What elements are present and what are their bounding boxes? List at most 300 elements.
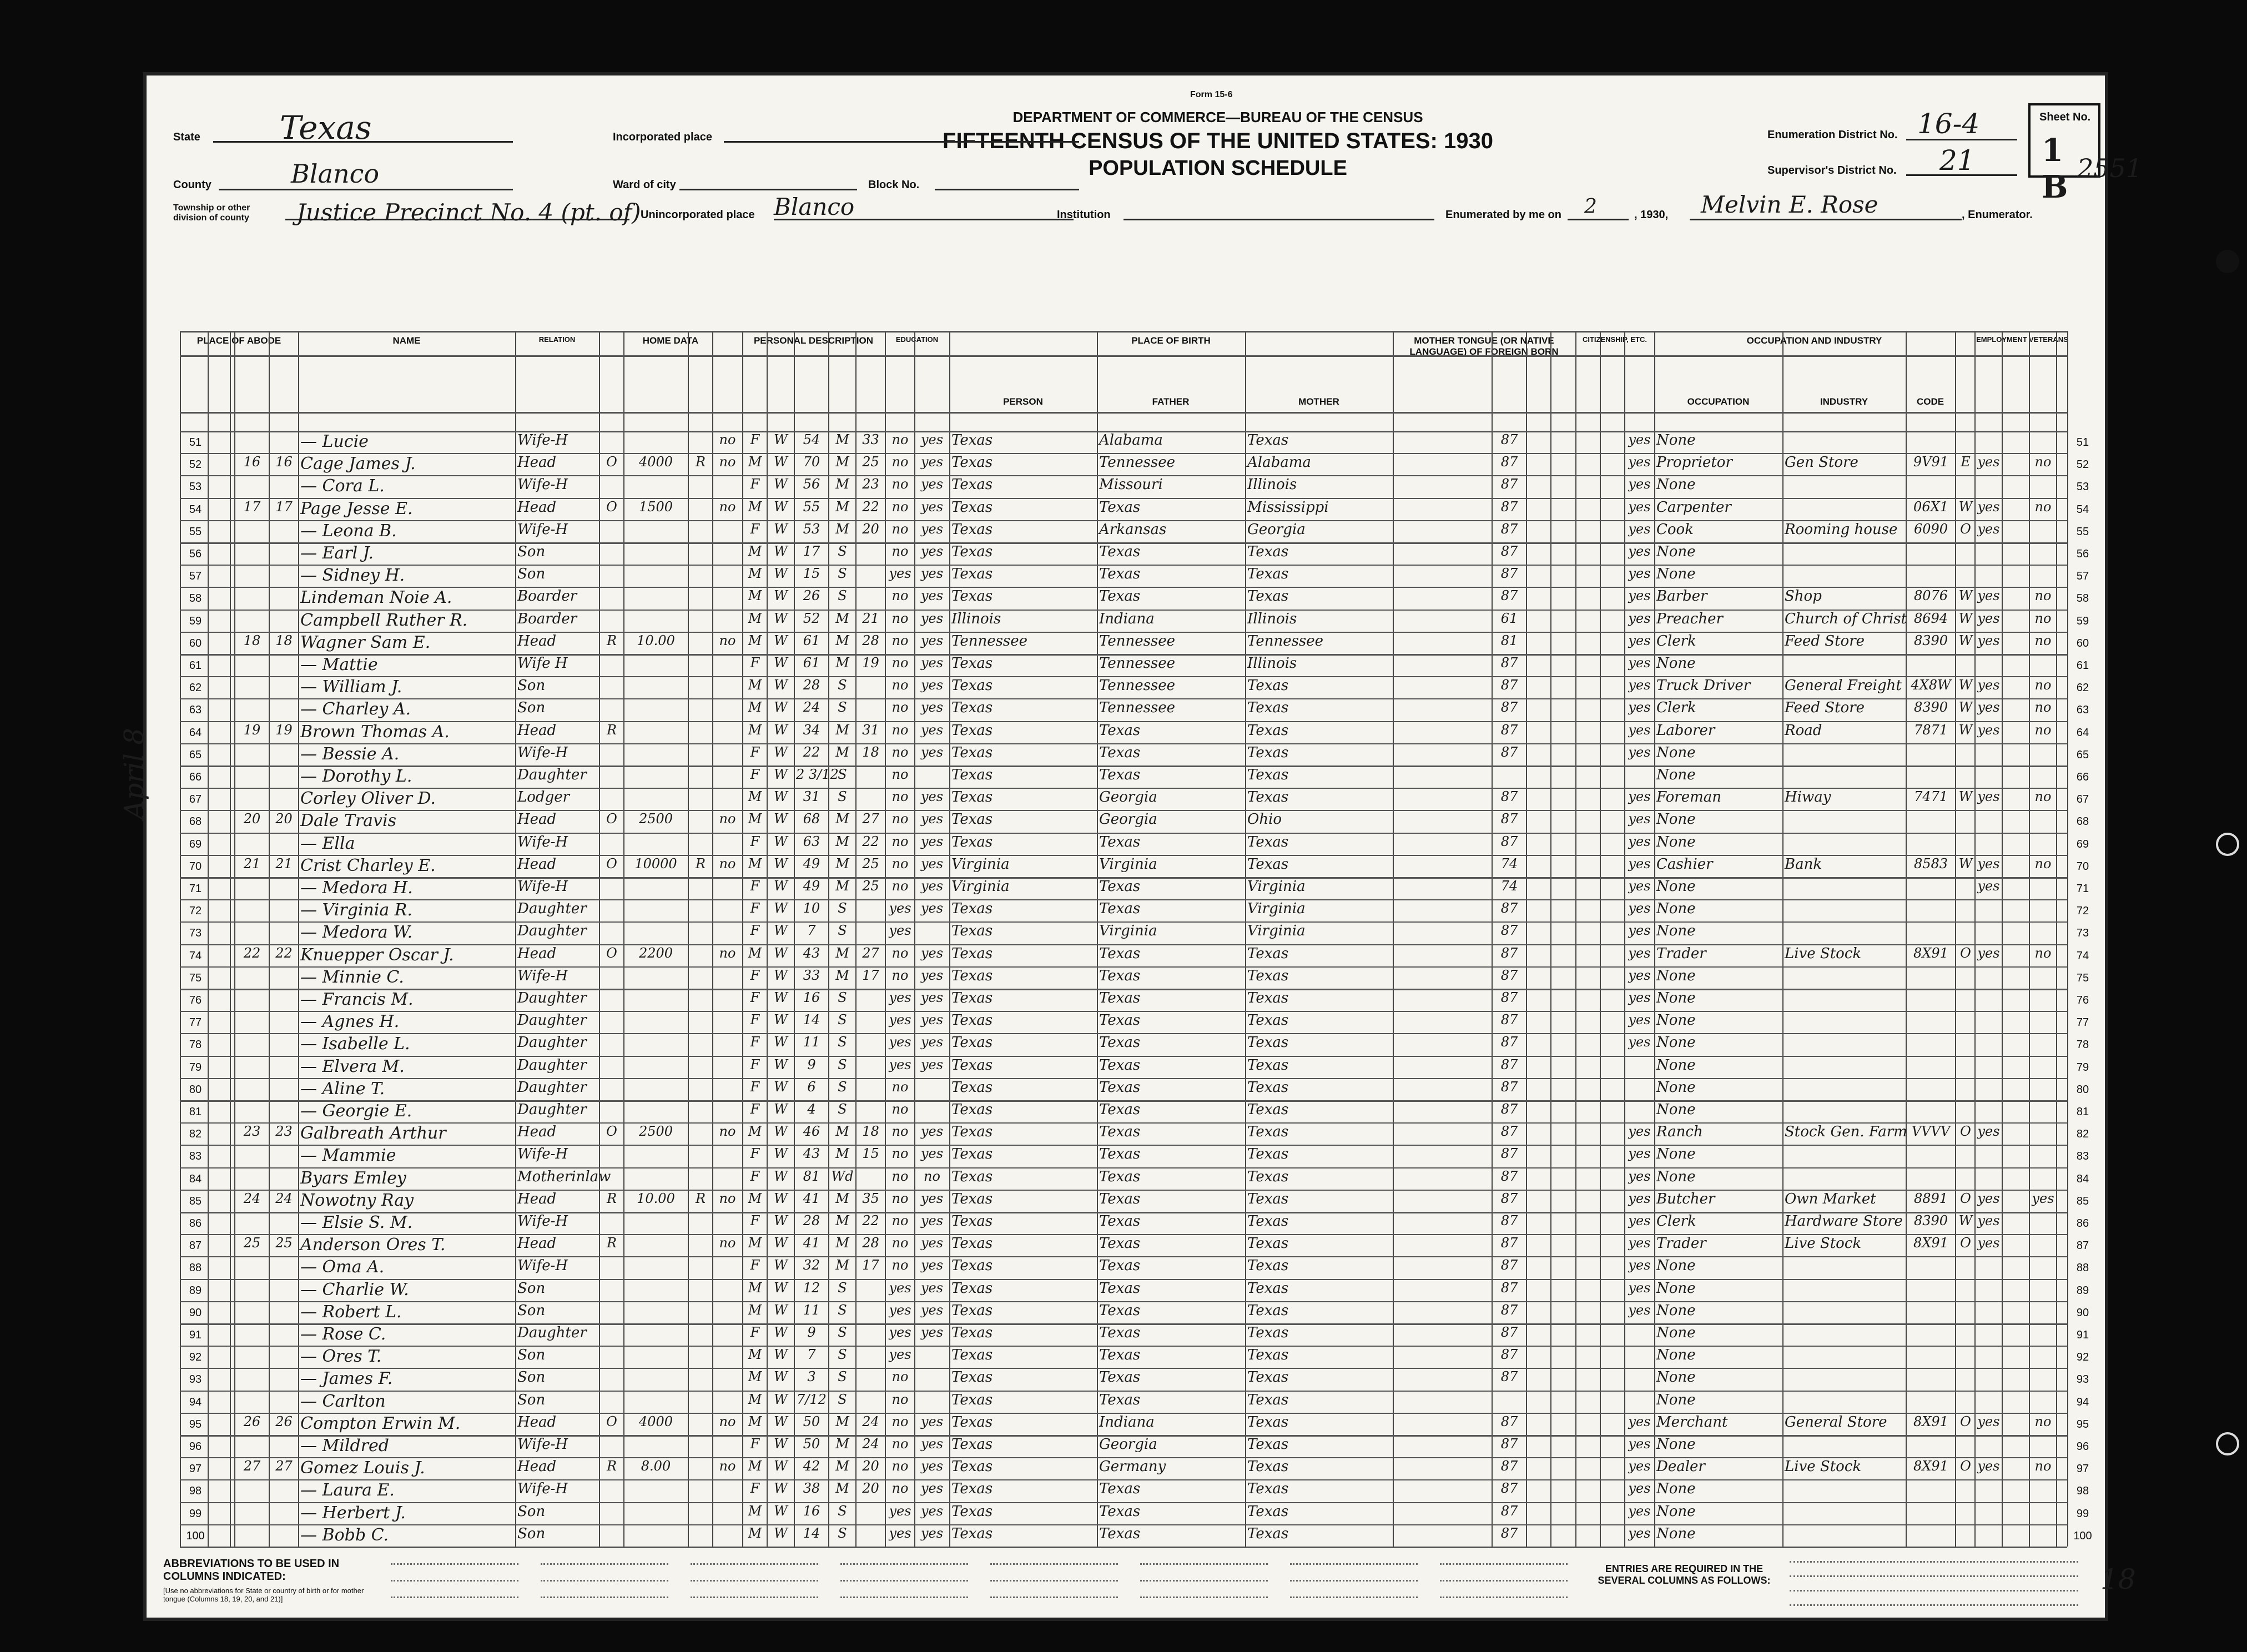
cell-occ: None [1656, 811, 1696, 828]
cell-read: yes [920, 1280, 944, 1296]
cell-ind: Hiway [1785, 789, 1831, 805]
cell-sch: no [891, 1392, 909, 1407]
cell-birth: Texas [951, 1034, 993, 1051]
cell-name: — Charlie W. [300, 1280, 409, 1300]
cell-father: Texas [1099, 1079, 1141, 1096]
cell-occ: None [1656, 1034, 1696, 1051]
cell-read: yes [920, 722, 944, 738]
cell-eng: yes [1628, 677, 1651, 693]
cell-agem: 25 [862, 878, 879, 894]
cell-birth: Texas [951, 945, 993, 962]
cell-own: O [606, 856, 617, 872]
line-number: 64 [189, 727, 202, 739]
cell-sch: no [891, 878, 909, 894]
cell-eng: yes [1628, 945, 1651, 961]
fineprint-line [990, 1563, 1118, 1565]
cell-code: 87 [1500, 699, 1518, 715]
cell-name: — Ella [300, 834, 355, 853]
cell-occ: Clerk [1656, 633, 1696, 649]
cell-wk: yes [1977, 1124, 2000, 1139]
cell-eng: yes [1628, 521, 1651, 537]
cell-sch: no [891, 1213, 909, 1228]
cell-birth: Texas [951, 677, 993, 694]
cell-eng: yes [1628, 1302, 1651, 1318]
cell-mar: M [835, 744, 849, 760]
grid-column-line [1393, 331, 1394, 1547]
cell-age: 50 [803, 1414, 820, 1429]
cell-wk: yes [1977, 699, 2000, 715]
cell-mar: S [838, 1369, 847, 1384]
cell-occ: None [1656, 1257, 1696, 1274]
cell-cls: O [1960, 521, 1971, 537]
cell-race: W [774, 1414, 788, 1429]
archive-stamp: 2551 [2077, 153, 2143, 183]
cell-ocode: 8694 [1913, 611, 1948, 626]
cell-age: 15 [803, 566, 820, 581]
cell-fam: 21 [275, 856, 293, 872]
cell-rel: Wife-H [517, 476, 568, 493]
cell-mother: Tennessee [1247, 633, 1324, 649]
cell-sch: no [891, 1146, 909, 1161]
cell-read: yes [920, 1034, 944, 1050]
cell-own: R [606, 633, 617, 648]
cell-sch: yes [889, 1280, 911, 1296]
cell-father: Germany [1099, 1458, 1166, 1475]
cell-fam: 16 [275, 454, 293, 470]
cell-race: W [774, 454, 788, 470]
cell-race: W [774, 1057, 788, 1072]
fineprint-line [391, 1580, 518, 1582]
cell-code: 87 [1500, 1146, 1518, 1161]
cell-eng: yes [1628, 1169, 1651, 1184]
cell-eng: yes [1628, 1146, 1651, 1161]
cell-race: W [774, 1146, 788, 1161]
cell-race: W [774, 878, 788, 894]
cell-code: 87 [1500, 588, 1518, 603]
cell-sex: F [750, 476, 760, 492]
line-number: 99 [2076, 1508, 2089, 1520]
cell-father: Indiana [1099, 1414, 1155, 1431]
cell-occ: None [1656, 1302, 1696, 1319]
cell-mar: M [835, 611, 849, 626]
line-number: 58 [189, 592, 202, 605]
line-number: 78 [189, 1039, 202, 1051]
cell-rel: Wife-H [517, 1213, 568, 1230]
cell-occ: None [1656, 1436, 1696, 1453]
cell-rel: Head [517, 1124, 557, 1140]
cell-race: W [774, 432, 788, 447]
cell-father: Tennessee [1099, 633, 1176, 649]
cell-sex: F [750, 900, 760, 916]
line-number: 63 [2076, 704, 2089, 716]
cell-val: 2500 [638, 811, 673, 827]
cell-name: — Virginia R. [300, 900, 412, 920]
cell-val: 4000 [638, 1414, 673, 1429]
cell-age: 49 [803, 878, 820, 894]
cell-occ: None [1656, 1012, 1696, 1029]
block-label: Block No. [868, 179, 920, 191]
grid-column-line [688, 331, 689, 1547]
cell-ocode: 8583 [1913, 856, 1948, 872]
cell-rel: Head [517, 454, 557, 471]
grid-column-line [767, 331, 768, 1547]
column-group-abode: PLACE OF ABODE [197, 335, 281, 346]
cell-ind: Gen Store [1785, 454, 1858, 471]
cell-occ: Carpenter [1656, 499, 1731, 516]
cell-birth: Texas [951, 655, 993, 672]
cell-read: yes [920, 655, 944, 671]
cell-ind: Live Stock [1785, 1235, 1862, 1252]
cell-race: W [774, 1392, 788, 1407]
cell-rel: Head [517, 856, 557, 873]
cell-sex: F [750, 1012, 760, 1028]
cell-sex: M [748, 1392, 762, 1407]
cell-father: Texas [1099, 1034, 1141, 1051]
cell-cls: W [1958, 789, 1973, 804]
cell-occ: None [1656, 1480, 1696, 1497]
cell-mother: Texas [1247, 543, 1289, 560]
cell-age: 31 [803, 789, 820, 804]
township-value: Justice Precinct No. 4 (pt. of) [296, 199, 641, 226]
line-number: 83 [189, 1150, 202, 1162]
grid-header-line [180, 331, 2067, 333]
cell-sex: M [748, 699, 762, 715]
cell-rel: Daughter [517, 1324, 587, 1341]
cell-code: 87 [1500, 1191, 1518, 1206]
cell-eng: yes [1628, 432, 1651, 447]
cell-read: yes [920, 878, 944, 894]
cell-mother: Texas [1247, 1034, 1289, 1051]
abbrev-title: ABBREVIATIONS TO BE USED IN COLUMNS INDICATED: [163, 1558, 340, 1583]
line-number: 76 [189, 994, 202, 1006]
cell-wk: yes [1977, 722, 2000, 738]
cell-read: yes [920, 744, 944, 760]
cell-name: Wagner Sam E. [300, 633, 431, 652]
cell-radio: R [695, 454, 706, 470]
cell-birth: Texas [951, 1392, 993, 1408]
line-number: 79 [2076, 1061, 2089, 1074]
cell-read: yes [920, 990, 944, 1005]
cell-race: W [774, 968, 788, 983]
column-group-tongue: MOTHER TONGUE (OR NATIVE LANGUAGE) OF FOREIGN BORN [1409, 335, 1559, 357]
cell-mar: S [838, 767, 847, 782]
cell-age: 43 [803, 1146, 820, 1161]
cell-eng: yes [1628, 454, 1651, 470]
cell-rel: Daughter [517, 900, 587, 917]
line-number: 93 [2076, 1373, 2089, 1386]
line-number: 77 [2076, 1016, 2089, 1029]
cell-code: 87 [1500, 1503, 1518, 1519]
cell-vet: no [2034, 856, 2052, 872]
enum-district-value: 16-4 [1917, 108, 1980, 140]
cell-own: R [606, 722, 617, 738]
binder-hole [2216, 250, 2239, 273]
cell-wk: yes [1977, 1458, 2000, 1474]
cell-mother: Georgia [1247, 521, 1306, 538]
cell-eng: yes [1628, 1124, 1651, 1139]
cell-sch: no [891, 543, 909, 559]
cell-ind: Feed Store [1785, 699, 1865, 716]
cell-race: W [774, 1124, 788, 1139]
cell-mar: M [835, 499, 849, 515]
cell-mother: Texas [1247, 432, 1289, 449]
line-number: 73 [2076, 927, 2089, 939]
fineprint-line [391, 1563, 518, 1565]
grid-column-line [269, 331, 270, 1547]
cell-age: 28 [803, 677, 820, 693]
fineprint-line [1790, 1590, 2078, 1591]
cell-read: yes [920, 1503, 944, 1519]
cell-dw: 18 [243, 633, 261, 648]
cell-agem: 20 [862, 521, 879, 537]
cell-ocode: 8X91 [1913, 1235, 1948, 1251]
cell-rel: Son [517, 1392, 546, 1408]
cell-age: 68 [803, 811, 820, 827]
column-subhead-occ: OCCUPATION [1687, 396, 1750, 407]
cell-name: Nowotny Ray [300, 1191, 414, 1210]
cell-agem: 18 [862, 1124, 879, 1139]
cell-race: W [774, 722, 788, 738]
fineprint-line [541, 1580, 668, 1582]
cell-father: Texas [1099, 1302, 1141, 1319]
cell-father: Texas [1099, 744, 1141, 761]
cell-vet: no [2034, 1458, 2052, 1474]
grid-column-line [2056, 331, 2057, 1547]
cell-sex: F [750, 1257, 760, 1273]
cell-sex: M [748, 1525, 762, 1541]
cell-ocode: 4X8W [1911, 677, 1951, 693]
cell-age: 53 [803, 521, 820, 537]
cell-eng: yes [1628, 722, 1651, 738]
cell-sch: no [891, 1369, 909, 1384]
grid-column-line [1974, 331, 1976, 1547]
cell-sch: no [891, 633, 909, 648]
binder-hole [2216, 1432, 2239, 1455]
cell-name: Brown Thomas A. [300, 722, 450, 742]
cell-occ: None [1656, 878, 1696, 895]
cell-mother: Alabama [1247, 454, 1311, 471]
cell-rel: Son [517, 1503, 546, 1520]
cell-age: 54 [803, 432, 820, 447]
cell-ind: General Store [1785, 1414, 1887, 1431]
cell-vet: no [2034, 633, 2052, 648]
cell-val: 4000 [638, 454, 673, 470]
cell-cls: O [1960, 1235, 1971, 1251]
supervisor-value: 21 [1939, 144, 1975, 177]
cell-birth: Virginia [951, 856, 1010, 873]
cell-agem: 25 [862, 454, 879, 470]
fineprint-line [691, 1580, 818, 1582]
cell-read: yes [920, 1525, 944, 1541]
cell-rel: Wife-H [517, 1436, 568, 1453]
cell-farm: no [719, 1414, 736, 1429]
cell-birth: Texas [951, 1257, 993, 1274]
cell-rel: Daughter [517, 1079, 587, 1096]
grid-column-line [298, 331, 299, 1547]
line-number: 81 [2076, 1106, 2089, 1118]
line-number: 56 [2076, 548, 2089, 560]
line-number: 87 [2076, 1240, 2089, 1252]
line-number: 93 [189, 1373, 202, 1386]
cell-sch: no [891, 1235, 909, 1251]
cell-father: Texas [1099, 878, 1141, 895]
cell-ocode: 8390 [1913, 699, 1948, 715]
cell-birth: Texas [951, 1324, 993, 1341]
cell-read: yes [920, 566, 944, 581]
cell-occ: None [1656, 1525, 1696, 1542]
cell-mother: Texas [1247, 1525, 1289, 1542]
cell-sch: yes [889, 1324, 911, 1340]
cell-read: yes [920, 945, 944, 961]
cell-father: Texas [1099, 499, 1141, 516]
cell-mar: M [835, 454, 849, 470]
cell-sch: no [891, 588, 909, 603]
cell-occ: Trader [1656, 1235, 1706, 1252]
column-group-education: EDUCATION [895, 335, 939, 344]
line-number: 67 [2076, 793, 2089, 805]
cell-name: Page Jesse E. [300, 499, 413, 518]
cell-sex: F [750, 1480, 760, 1496]
grid-column-line [1550, 331, 1551, 1547]
cell-occ: None [1656, 476, 1696, 493]
cell-farm: no [719, 633, 736, 648]
cell-race: W [774, 1503, 788, 1519]
cell-sex: M [748, 677, 762, 693]
cell-age: 16 [803, 990, 820, 1005]
cell-code: 87 [1500, 566, 1518, 581]
cell-vet: no [2034, 722, 2052, 738]
cell-cls: W [1958, 699, 1973, 715]
cell-sex: F [750, 767, 760, 782]
cell-age: 17 [803, 543, 820, 559]
cell-fam: 25 [275, 1235, 293, 1251]
cell-name: — Robert L. [300, 1302, 402, 1322]
cell-birth: Texas [951, 1302, 993, 1319]
cell-mother: Texas [1247, 1012, 1289, 1029]
line-number: 94 [189, 1396, 202, 1408]
grid-column-line [855, 331, 857, 1547]
cell-occ: None [1656, 432, 1696, 449]
cell-cls: W [1958, 499, 1973, 515]
cell-sex: F [750, 1057, 760, 1072]
cell-own: O [606, 811, 617, 827]
cell-name: — Georgie E. [300, 1101, 412, 1121]
cell-mar: S [838, 1079, 847, 1095]
cell-race: W [774, 1191, 788, 1206]
cell-mother: Virginia [1247, 923, 1306, 939]
cell-code: 87 [1500, 811, 1518, 827]
cell-mar: M [835, 722, 849, 738]
cell-occ: Clerk [1656, 699, 1696, 716]
grid-column-line [1955, 331, 1956, 1547]
cell-sex: F [750, 1079, 760, 1095]
cell-race: W [774, 811, 788, 827]
cell-occ: None [1656, 1057, 1696, 1074]
cell-mother: Texas [1247, 1280, 1289, 1297]
cell-name: — Carlton [300, 1392, 386, 1411]
cell-occ: None [1656, 834, 1696, 850]
cell-birth: Texas [951, 811, 993, 828]
cell-sch: no [891, 454, 909, 470]
cell-mar: M [835, 856, 849, 872]
cell-wk: yes [1977, 633, 2000, 648]
cell-father: Texas [1099, 1369, 1141, 1386]
cell-mother: Texas [1247, 968, 1289, 984]
cell-occ: None [1656, 744, 1696, 761]
cell-birth: Virginia [951, 878, 1010, 895]
grid-row-line [180, 1547, 2067, 1548]
cell-age: 49 [803, 856, 820, 872]
cell-sch: no [891, 476, 909, 492]
cell-ind: Bank [1785, 856, 1822, 873]
cell-fam: 24 [275, 1191, 293, 1206]
cell-sex: M [748, 543, 762, 559]
column-group-personal: PERSONAL DESCRIPTION [753, 335, 874, 346]
cell-race: W [774, 1436, 788, 1452]
cell-agem: 24 [862, 1414, 879, 1429]
cell-code: 87 [1500, 1369, 1518, 1384]
cell-father: Texas [1099, 543, 1141, 560]
cell-mother: Texas [1247, 1480, 1289, 1497]
line-number: 83 [2076, 1150, 2089, 1162]
cell-agem: 35 [862, 1191, 879, 1206]
cell-read: yes [920, 476, 944, 492]
cell-occ: None [1656, 543, 1696, 560]
cell-sex: F [750, 923, 760, 938]
cell-ind: General Freight [1785, 677, 1902, 694]
cell-name: — Cora L. [300, 476, 385, 496]
cell-sex: M [748, 566, 762, 581]
cell-birth: Texas [951, 923, 993, 939]
line-number: 73 [189, 927, 202, 939]
cell-own: O [606, 945, 617, 961]
fineprint-line [840, 1563, 968, 1565]
cell-race: W [774, 588, 788, 603]
cell-father: Texas [1099, 1324, 1141, 1341]
cell-age: 24 [803, 699, 820, 715]
line-number: 78 [2076, 1039, 2089, 1051]
enumerated-label: Enumerated by me on [1445, 209, 1561, 221]
cell-occ: Dealer [1656, 1458, 1705, 1475]
cell-name: — Aline T. [300, 1079, 385, 1099]
cell-father: Tennessee [1099, 677, 1176, 694]
cell-race: W [774, 611, 788, 626]
cell-father: Texas [1099, 1280, 1141, 1297]
cell-ocode: 8891 [1913, 1191, 1948, 1206]
cell-name: — Francis M. [300, 990, 414, 1009]
cell-mother: Texas [1247, 834, 1289, 850]
column-group-home: HOME DATA [642, 335, 699, 346]
line-number: 54 [189, 503, 202, 516]
line-number: 57 [189, 570, 202, 582]
cell-own: O [606, 1124, 617, 1139]
cell-fam: 19 [275, 722, 293, 738]
cell-birth: Texas [951, 1124, 993, 1140]
cell-rel: Daughter [517, 923, 587, 939]
cell-ind: Stock Gen. Farm [1785, 1124, 1907, 1140]
cell-sch: yes [889, 990, 911, 1005]
cell-agem: 20 [862, 1458, 879, 1474]
cell-eng: yes [1628, 1257, 1651, 1273]
county-value: Blanco [291, 159, 380, 189]
cell-read: yes [920, 1191, 944, 1206]
cell-sex: F [750, 968, 760, 983]
cell-val: 8.00 [641, 1458, 671, 1474]
cell-read: yes [920, 1458, 944, 1474]
cell-agem: 21 [862, 611, 879, 626]
line-number: 85 [189, 1195, 202, 1207]
cell-sex: M [748, 1191, 762, 1206]
